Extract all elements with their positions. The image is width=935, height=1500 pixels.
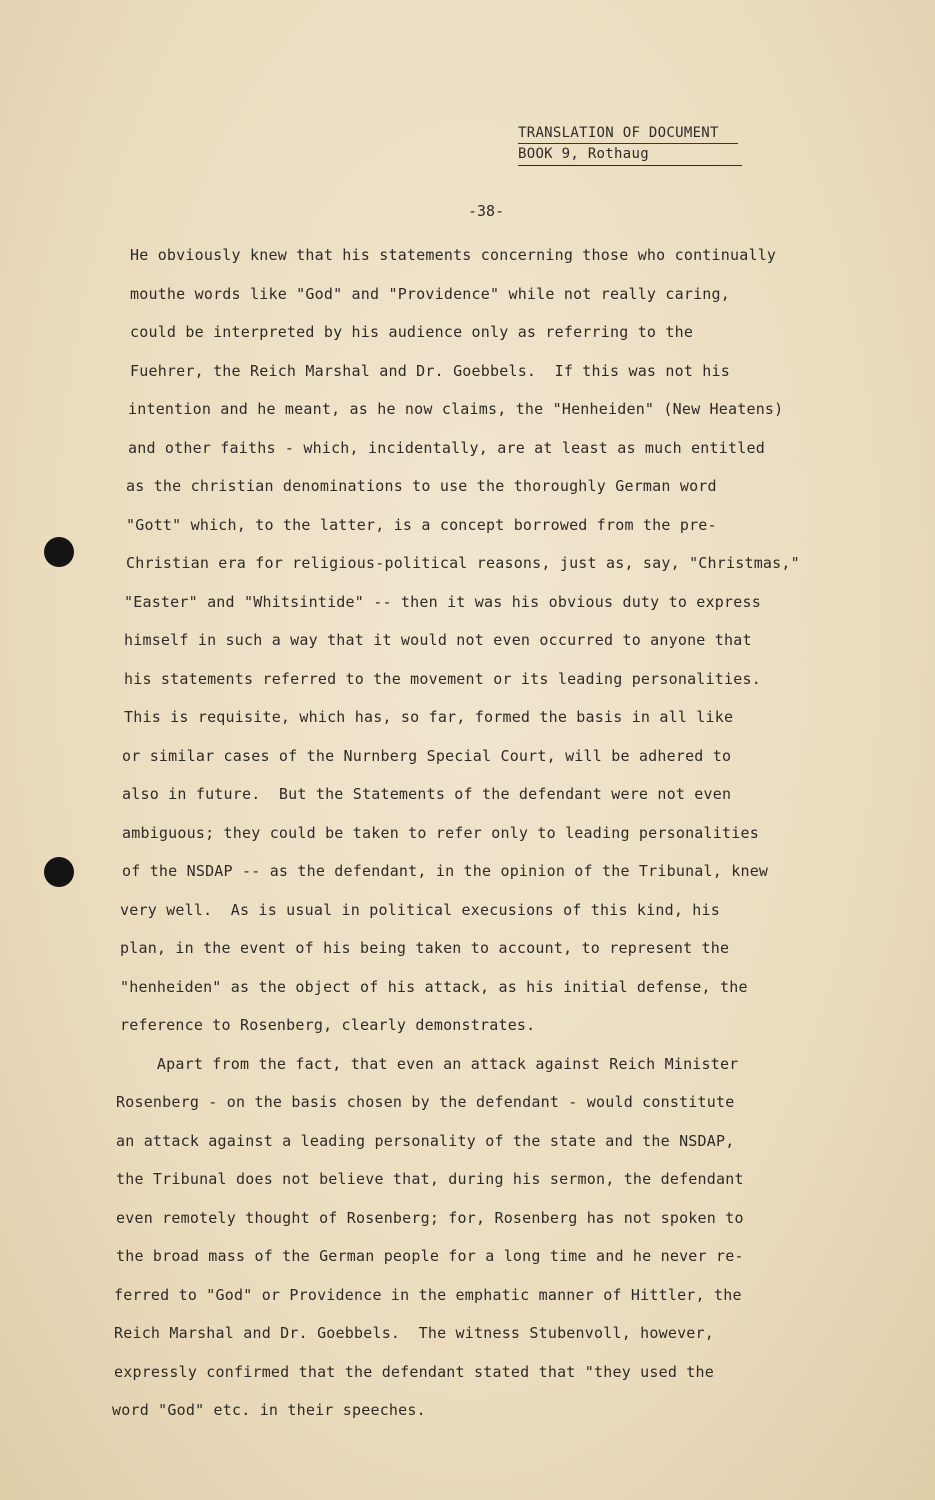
body-line: himself in such a way that it would not even occurred to anyone that	[124, 631, 752, 649]
body-line: also in future. But the Statements of the defendant were not even	[122, 785, 732, 803]
body-line: his statements referred to the movement or its leading personalities.	[124, 669, 761, 688]
body-line: of the NSDAP -- as the defendant, in the opinion of the Tribunal, knew	[122, 862, 769, 880]
body-line: even remotely thought of Rosenberg; for, Rosenberg has not spoken to	[116, 1208, 744, 1227]
body-line: Christian era for religious-political reasons, just as, say, "Christmas,"	[126, 554, 800, 572]
punch-hole	[44, 537, 74, 567]
body-line: could be interpreted by his audience only as referring to the	[130, 323, 694, 341]
body-line: Rosenberg - on the basis chosen by the defendant - would constitute	[116, 1093, 735, 1111]
body-line: He obviously knew that his statements concerning those who continually	[130, 246, 777, 264]
body-line: This is requisite, which has, so far, formed the basis in all like	[124, 708, 734, 726]
body-line: reference to Rosenberg, clearly demonstrates.	[120, 1016, 536, 1034]
body-line: "henheiden" as the object of his attack, as his initial defense, the	[120, 977, 748, 996]
page-number: -38-	[468, 202, 505, 220]
header-title: TRANSLATION OF DOCUMENT	[518, 124, 738, 144]
body-line: plan, in the event of his being taken to account, to represent the	[120, 939, 730, 957]
body-line: ambiguous; they could be taken to refer only to leading personalities	[122, 823, 759, 842]
body-line: mouthe words like "God" and "Providence" while not really caring,	[130, 284, 730, 303]
body-line: as the christian denominations to use the thoroughly German word	[126, 477, 717, 495]
body-line: word "God" etc. in their speeches.	[112, 1401, 426, 1419]
document-header	[518, 124, 742, 166]
body-text	[110, 236, 820, 1430]
body-line: ferred to "God" or Providence in the emphatic manner of Hittler, the	[114, 1285, 742, 1304]
body-line: Apart from the fact, that even an attack against Reich Minister	[120, 1054, 739, 1073]
body-line: an attack against a leading personality of the state and the NSDAP,	[116, 1131, 735, 1150]
body-line: the broad mass of the German people for a long time and he never re-	[116, 1247, 744, 1265]
body-line: intention and he meant, as he now claims, the "Henheiden" (New Heatens)	[128, 400, 784, 418]
body-line: and other faiths - which, incidentally, are at least as much entitled	[128, 438, 765, 457]
body-line: "Gott" which, to the latter, is a concept borrowed from the pre-	[126, 515, 717, 534]
body-line: or similar cases of the Nurnberg Special Court, will be adhered to	[122, 746, 732, 765]
body-line: the Tribunal does not believe that, during his sermon, the defendant	[116, 1170, 744, 1188]
body-line: expressly confirmed that the defendant stated that "they used the	[114, 1362, 714, 1381]
header-subtitle: BOOK 9, Rothaug	[518, 144, 742, 166]
body-line: Fuehrer, the Reich Marshal and Dr. Goebbels. If this was not his	[130, 361, 730, 380]
body-line: very well. As is usual in political execusions of this kind, his	[120, 900, 720, 919]
body-line: "Easter" and "Whitsintide" -- then it was his obvious duty to express	[124, 592, 761, 611]
body-line: Reich Marshal and Dr. Goebbels. The witness Stubenvoll, however,	[114, 1324, 714, 1342]
punch-hole	[44, 857, 74, 887]
